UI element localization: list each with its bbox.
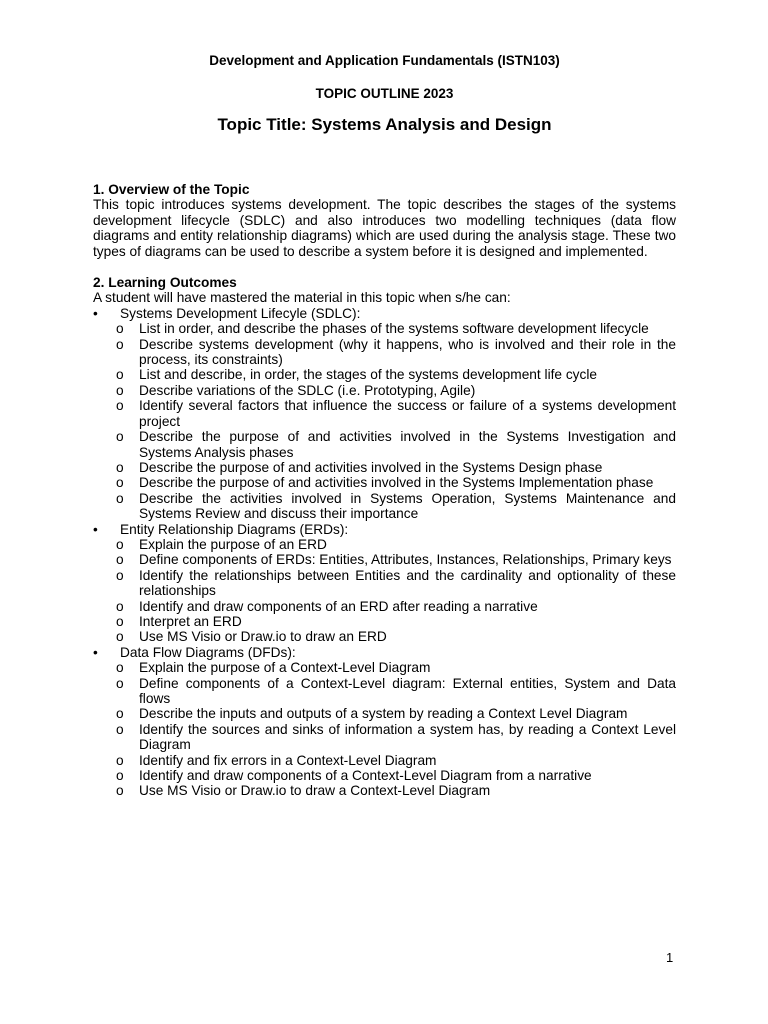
list-item: o Describe the inputs and outputs of a system by reading a Context Level Diagram — [116, 706, 628, 722]
outcome-group — [93, 645, 676, 799]
circle-bullet-icon: o — [116, 629, 124, 645]
overview-text: This topic introduces systems development. The topic describes the stages of the systems development lifecycle (SDLC) and also introduces two modelling techniques (data flow diagrams and entity relationship diagrams) which are used during the analysis stage. These two types of diagrams can be used to describe a system before it is designed and implemented. — [93, 197, 676, 259]
circle-bullet-icon: o — [116, 552, 124, 568]
list-item: o Describe systems development (why it happens, who is involved and their role in the process, its constraints) — [116, 336, 676, 368]
list-item: o Identify and draw components of an ERD after reading a narrative — [116, 598, 538, 614]
circle-bullet-icon: o — [116, 459, 124, 475]
outcomes-intro: A student will have mastered the material in this topic when s/he can: — [93, 290, 511, 306]
list-item: o Define components of a Context-Level diagram: External entities, System and Data flows — [116, 675, 676, 706]
list-item: o Describe the activities involved in Systems Operation, Systems Maintenance and Systems Review and discuss their importance — [116, 490, 676, 522]
list-item: o Describe the purpose of and activities involved in the Systems Design phase — [116, 459, 603, 475]
list-item: o Identify the sources and sinks of information a system has, by reading a Context Level Diagram — [116, 721, 676, 753]
circle-bullet-icon: o — [116, 613, 124, 629]
outline-title: TOPIC OUTLINE 2023 — [315, 86, 454, 101]
circle-bullet-icon: o — [116, 752, 124, 768]
sub-list — [93, 660, 676, 799]
circle-bullet-icon: o — [116, 429, 124, 445]
circle-bullet-icon: o — [116, 660, 124, 676]
list-item: o Interpret an ERD — [116, 613, 242, 629]
list-item: o List and describe, in order, the stages of the systems development life cycle — [116, 367, 598, 383]
circle-bullet-icon: o — [116, 567, 124, 583]
circle-bullet-icon: o — [116, 598, 124, 614]
group-label: Entity Relationship Diagrams (ERDs): — [120, 521, 349, 537]
topic-title: Topic Title: Systems Analysis and Design — [217, 115, 552, 134]
list-item: o Identify and fix errors in a Context-Level Diagram — [116, 752, 437, 768]
outcomes-heading: 2. Learning Outcomes — [93, 275, 237, 291]
outcome-group — [93, 522, 676, 645]
outcomes-list — [93, 306, 676, 799]
circle-bullet-icon: o — [116, 490, 124, 506]
bullet-icon: • — [93, 305, 98, 321]
document-body — [93, 182, 676, 799]
list-item: o Describe variations of the SDLC (i.e. Prototyping, Agile) — [116, 382, 476, 398]
course-title: Development and Application Fundamentals (ISTN103) — [209, 53, 560, 68]
circle-bullet-icon: o — [116, 783, 124, 799]
circle-bullet-icon: o — [116, 336, 124, 352]
circle-bullet-icon: o — [116, 475, 124, 491]
list-item: o Identify the relationships between Entities and the cardinality and optionality of these relationships — [116, 567, 676, 599]
circle-bullet-icon: o — [116, 721, 124, 737]
sub-list — [93, 321, 676, 521]
list-item: o List in order, and describe the phases of the systems software development lifecycle — [116, 321, 649, 337]
list-item: o Define components of ERDs: Entities, Attributes, Instances, Relationships, Primary keys — [116, 552, 672, 568]
circle-bullet-icon: o — [116, 536, 124, 552]
list-item: o Identify and draw components of a Context-Level Diagram from a narrative — [116, 768, 592, 784]
outcome-group — [93, 306, 676, 522]
group-label: Systems Development Lifecyle (SDLC): — [120, 305, 361, 321]
list-item: o Explain the purpose of a Context-Level Diagram — [116, 660, 431, 676]
list-item: o Use MS Visio or Draw.io to draw a Context-Level Diagram — [116, 783, 491, 799]
circle-bullet-icon: o — [116, 367, 124, 383]
list-item: o Describe the purpose of and activities involved in the Systems Investigation and Systems Analysis phases — [116, 429, 676, 460]
page-number: 1 — [666, 950, 674, 965]
group-label: Data Flow Diagrams (DFDs): — [120, 644, 296, 660]
circle-bullet-icon: o — [116, 382, 124, 398]
circle-bullet-icon: o — [116, 675, 124, 691]
circle-bullet-icon: o — [116, 768, 124, 784]
list-item: o Identify several factors that influence the success or failure of a systems development project — [116, 398, 676, 429]
circle-bullet-icon: o — [116, 398, 124, 414]
overview-heading: 1. Overview of the Topic — [93, 182, 250, 197]
circle-bullet-icon: o — [116, 321, 124, 337]
circle-bullet-icon: o — [116, 706, 124, 722]
list-item: o Describe the purpose of and activities involved in the Systems Implementation phase — [116, 475, 654, 491]
list-item: o Explain the purpose of an ERD — [116, 536, 327, 552]
sub-list — [93, 537, 676, 645]
list-item: o Use MS Visio or Draw.io to draw an ERD — [116, 629, 387, 645]
bullet-icon: • — [93, 521, 98, 537]
bullet-icon: • — [93, 644, 98, 660]
